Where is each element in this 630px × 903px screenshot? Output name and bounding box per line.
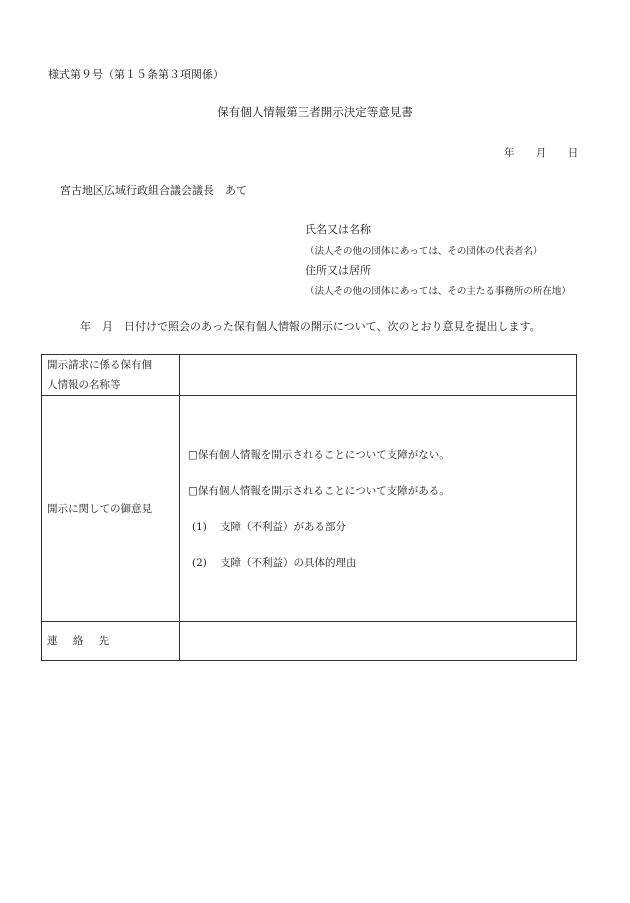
sub-item-2 <box>192 555 576 570</box>
intro-text: 年 月 日付けで照会のあった保有個人情報の開示について、次のとおり意見を提出します。 <box>80 320 541 333</box>
opinion-field[interactable] <box>180 396 577 622</box>
table-row-opinion <box>42 396 577 622</box>
date-line <box>504 145 578 160</box>
name-label: 氏名又は名称 <box>305 223 371 236</box>
contact-label-text: 連 絡 先 <box>47 635 116 647</box>
address-label: 住所又は居所 <box>305 264 371 277</box>
info-name-field[interactable] <box>180 355 577 396</box>
contact-label <box>42 622 180 661</box>
table-row-contact <box>42 622 577 661</box>
date-month: 月 <box>535 147 547 159</box>
name-note: （法人その他の団体にあっては、その団体の代表者名） <box>305 246 543 257</box>
form-number: 様式第９号（第１５条第３項関係） <box>48 68 224 81</box>
opinion-label: 開示に関しての御意見 <box>42 396 180 622</box>
option-no-objection[interactable]: □保有個人情報を開示されることについて支障がない。 <box>188 449 450 461</box>
info-name-label-line1: 開示請求に係る保有個 <box>47 359 152 371</box>
opinion-options <box>188 447 576 570</box>
opinion-table <box>41 354 577 661</box>
option-objection[interactable]: □保有個人情報を開示されることについて支障がある。 <box>188 485 450 497</box>
sub-item-2-text: 支障（不利益）の具体的理由 <box>220 557 357 569</box>
sub-item-1-number: (1) <box>192 521 207 533</box>
sub-item-1 <box>192 519 576 534</box>
contact-field[interactable] <box>180 622 577 661</box>
info-name-label-line2: 人情報の名称等 <box>47 379 121 391</box>
sub-item-2-number: (2) <box>192 557 207 569</box>
document-title: 保有個人情報第三者開示決定等意見書 <box>217 105 413 119</box>
sub-item-1-text: 支障（不利益）がある部分 <box>220 521 346 533</box>
address-note: （法人その他の団体にあっては、その主たる事務所の所在地） <box>305 286 571 297</box>
addressee: 宮古地区広域行政組合議会議長 あて <box>60 184 247 197</box>
date-year: 年 <box>504 147 515 159</box>
info-name-label <box>42 355 180 396</box>
table-row-info-name <box>42 355 577 396</box>
date-day: 日 <box>567 147 579 159</box>
